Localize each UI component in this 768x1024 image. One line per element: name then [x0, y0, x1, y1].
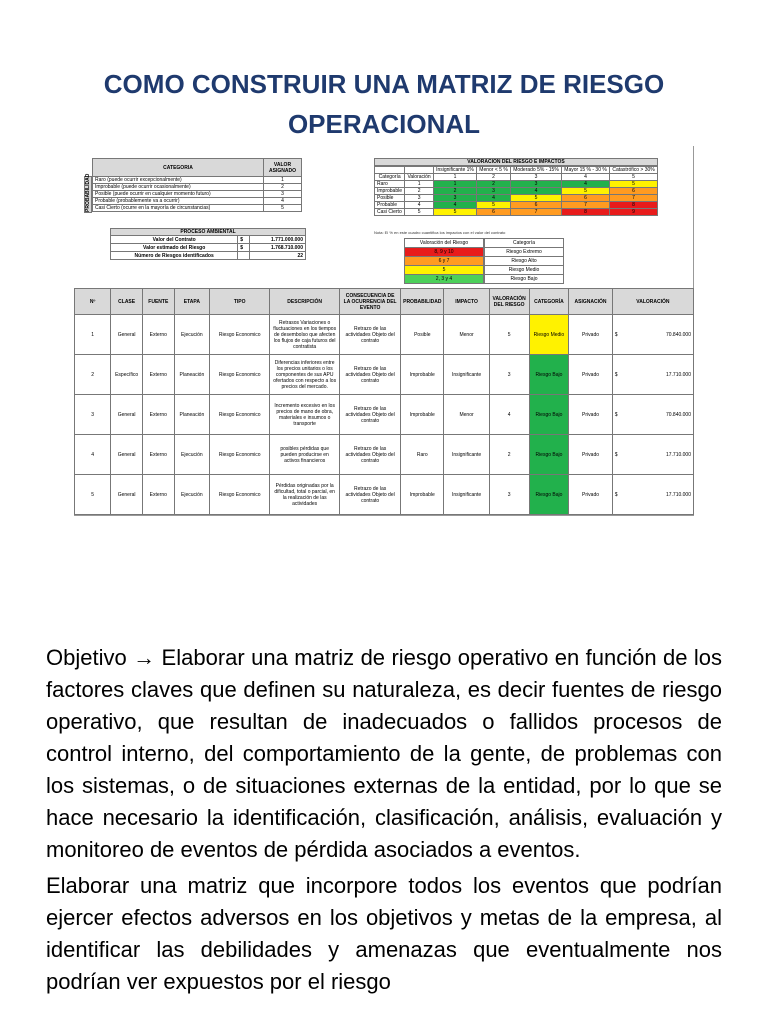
event-risk-value: 4 — [489, 395, 529, 435]
valuation-cell: 1 — [433, 181, 476, 188]
objective-label: Objetivo — [46, 645, 127, 670]
event-assignment: Privado — [569, 395, 613, 435]
valuation-row — [375, 195, 658, 202]
event-number: 5 — [75, 475, 111, 515]
process-currency — [238, 252, 250, 260]
event-class: General — [111, 435, 143, 475]
event-category: Riesgo Bajo — [529, 475, 569, 515]
event-assignment: Privado — [569, 435, 613, 475]
valuation-cell: 6 — [477, 209, 511, 216]
valuation-cell: 4 — [477, 195, 511, 202]
event-risk-value: 2 — [489, 435, 529, 475]
legend-row — [485, 275, 564, 284]
event-impact: Insignificante — [444, 355, 489, 395]
valuation-col-label: Valoración — [405, 174, 434, 181]
event-valuation — [612, 395, 693, 435]
valuation-category: Posible — [375, 195, 405, 202]
category-label: Probable (probablemente va a ocurrir) — [93, 198, 264, 205]
valuation-cell: 4 — [562, 181, 610, 188]
legend-ranges — [404, 238, 484, 284]
legend-row — [405, 257, 484, 266]
legend-row — [485, 248, 564, 257]
category-label: Posible (puede ocurrir en cualquier momento futuro) — [93, 191, 264, 198]
events-header: PROBABILIDAD — [401, 289, 444, 315]
valuation-cell: 7 — [510, 209, 561, 216]
event-description: posibles pérdidas que pueden producirse en activos financieros — [270, 435, 340, 475]
event-number: 1 — [75, 315, 111, 355]
page-title: COMO CONSTRUIR UNA MATRIZ DE RIESGO OPERACIONAL — [103, 69, 665, 139]
event-consequence: Retrazo de las actividades Objeto del contrato — [340, 355, 401, 395]
process-label: Número de Riesgos identificados — [111, 252, 238, 260]
objective-paragraph — [46, 642, 722, 866]
impact-header: Mayor 15 % - 30 % — [562, 167, 610, 174]
event-number: 4 — [75, 435, 111, 475]
event-source: Externo — [143, 475, 175, 515]
category-value: 3 — [264, 191, 302, 198]
event-probability: Improbable — [401, 395, 444, 435]
legend-header: Categoría — [485, 239, 564, 248]
event-category: Riesgo Bajo — [529, 355, 569, 395]
event-row — [75, 475, 694, 515]
category-value: 4 — [264, 198, 302, 205]
legend-header-row — [405, 239, 484, 248]
objective-text: Elaborar una matriz de riesgo operativo en función de los factores claves que definen su naturaleza, es decir fuentes de riesgo operativo, que resultan de inadecuados o fallidos procesos de control interno, del comportamiento de la gente, de problemas con los sistemas, o de situaciones externas de la entidad, por lo que se hace necesario la identificación, clasificación, análisis, evaluación y monitoreo de eventos de pérdida asociados a eventos. — [46, 645, 722, 862]
legend-header: Valoración del Riesgo — [405, 239, 484, 248]
category-value: 1 — [264, 177, 302, 184]
value-header: VALOR ASIGNADO — [264, 159, 302, 177]
valuation-value: 3 — [405, 195, 434, 202]
category-label: Raro (puede ocurrir excepcionalmente) — [93, 177, 264, 184]
event-impact: Menor — [444, 315, 489, 355]
events-table — [74, 288, 694, 515]
events-header: IMPACTO — [444, 289, 489, 315]
event-stage: Planeación — [174, 355, 210, 395]
event-source: Externo — [143, 315, 175, 355]
valuation-col-label: 3 — [510, 174, 561, 181]
valuation-cell: 3 — [510, 181, 561, 188]
legend-category: Riesgo Bajo — [485, 275, 564, 284]
event-probability: Posible — [401, 315, 444, 355]
event-consequence: Retrazo de las actividades Objeto del contrato — [340, 435, 401, 475]
event-row — [75, 435, 694, 475]
event-row — [75, 395, 694, 435]
legend-category: Riesgo Alto — [485, 257, 564, 266]
valuation-value: 4 — [405, 202, 434, 209]
valuation-cell: 9 — [610, 209, 658, 216]
legend-range: 5 — [405, 266, 484, 275]
event-type: Riesgo Economico — [210, 355, 270, 395]
events-header: CONSECUENCIA DE LA OCURRENCIA DEL EVENTO — [340, 289, 401, 315]
category-table — [92, 158, 302, 212]
event-description: Diferencias inferiores entre los precios unitarios o los componentes de sus APU ofertados con respecto a los precios del mercado. — [270, 355, 340, 395]
events-header: CLASE — [111, 289, 143, 315]
event-number: 3 — [75, 395, 111, 435]
valuation-category: Raro — [375, 181, 405, 188]
valuation-cell: 5 — [610, 181, 658, 188]
blank-cell — [405, 167, 434, 174]
process-header: PROCESO AMBIENTAL — [111, 229, 306, 236]
valuation-cell: 2 — [433, 188, 476, 195]
legend-range: 2, 3 y 4 — [405, 275, 484, 284]
legend-row — [485, 257, 564, 266]
event-description: Retrasos Variaciones o fluctuaciones en los tiempos de desembolso que afecten los flujos de caja futuros del contratista — [270, 315, 340, 355]
valuation-cell: 3 — [477, 188, 511, 195]
valuation-row — [375, 181, 658, 188]
event-currency: $ — [614, 331, 618, 338]
event-currency: $ — [614, 491, 618, 498]
event-source: Externo — [143, 435, 175, 475]
legend-row — [485, 266, 564, 275]
valuation-category: Probable — [375, 202, 405, 209]
valuation-cell: 5 — [510, 195, 561, 202]
valuation-col-label: Categoría — [375, 174, 405, 181]
legend-category: Riesgo Medio — [485, 266, 564, 275]
process-currency: $ — [238, 244, 250, 252]
event-amount: 17.710.000 — [665, 371, 691, 378]
valuation-cell: 6 — [510, 202, 561, 209]
event-source: Externo — [143, 355, 175, 395]
event-amount: 17.710.000 — [665, 491, 691, 498]
event-class: General — [111, 475, 143, 515]
impact-header-row — [375, 167, 658, 174]
valuation-cell: 8 — [610, 202, 658, 209]
event-class: Específico — [111, 355, 143, 395]
event-valuation — [612, 475, 693, 515]
event-row — [75, 355, 694, 395]
events-header: FUENTE — [143, 289, 175, 315]
valuation-value: 5 — [405, 209, 434, 216]
valuation-cell: 5 — [477, 202, 511, 209]
valuation-value: 1 — [405, 181, 434, 188]
event-category: Riesgo Medio — [529, 315, 569, 355]
process-label: Valor del Contrato — [111, 236, 238, 244]
event-stage: Ejecución — [174, 475, 210, 515]
valuation-col-label: 4 — [562, 174, 610, 181]
process-currency: $ — [238, 236, 250, 244]
event-amount: 17.710.000 — [665, 451, 691, 458]
valuation-row — [375, 188, 658, 195]
event-amount: 70.840.000 — [665, 331, 691, 338]
category-value: 2 — [264, 184, 302, 191]
valuation-value: 2 — [405, 188, 434, 195]
category-row — [93, 184, 302, 191]
event-source: Externo — [143, 395, 175, 435]
legend-row — [405, 248, 484, 257]
legend-categories — [484, 238, 564, 284]
valuation-table — [374, 166, 658, 216]
events-header: VALORACIÓN DEL RIESGO — [489, 289, 529, 315]
valuation-col-label: 5 — [610, 174, 658, 181]
valuation-row — [375, 209, 658, 216]
event-number: 2 — [75, 355, 111, 395]
process-row — [111, 244, 306, 252]
event-description: Incremento excesivo en los precios de mano de obra, materiales e insumos o transporte — [270, 395, 340, 435]
valuation-title: VALORACION DEL RIESGO E IMPACTOS — [374, 158, 658, 166]
valuation-cell: 3 — [433, 195, 476, 202]
arrow-right-icon: → — [133, 645, 156, 670]
event-impact: Insignificante — [444, 435, 489, 475]
event-type: Riesgo Economico — [210, 435, 270, 475]
event-risk-value: 5 — [489, 315, 529, 355]
valuation-col-label: 1 — [433, 174, 476, 181]
event-stage: Planeación — [174, 395, 210, 435]
event-consequence: Retrazo de las actividades Objeto del contrato — [340, 315, 401, 355]
valuation-cell: 7 — [562, 202, 610, 209]
valuation-cell: 2 — [477, 181, 511, 188]
category-row — [93, 198, 302, 205]
category-header: CATEGORIA — [93, 159, 264, 177]
legend-row — [405, 275, 484, 284]
event-assignment: Privado — [569, 355, 613, 395]
events-header: Nº — [75, 289, 111, 315]
valuation-cell: 6 — [610, 188, 658, 195]
events-header: DESCRIPCIÓN — [270, 289, 340, 315]
event-probability: Raro — [401, 435, 444, 475]
category-label: Casi Cierto (ocurre en la mayoría de circunstancias) — [93, 205, 264, 212]
valuation-cell: 8 — [562, 209, 610, 216]
events-header: CATEGORÍA — [529, 289, 569, 315]
event-type: Riesgo Economico — [210, 475, 270, 515]
valuation-cell: 5 — [562, 188, 610, 195]
valuation-label-row — [375, 174, 658, 181]
valuation-category: Improbable — [375, 188, 405, 195]
valuation-cell: 7 — [610, 195, 658, 202]
legend-row — [405, 266, 484, 275]
valuation-col-label: 2 — [477, 174, 511, 181]
category-row — [93, 177, 302, 184]
event-valuation — [612, 315, 693, 355]
category-row — [93, 191, 302, 198]
legend-category: Riesgo Extremo — [485, 248, 564, 257]
second-paragraph: Elaborar una matriz que incorpore todos los eventos que podrían ejercer efectos adversos en los objetivos y metas de la empresa, al identificar las debilidades y amenazas que eventualmente nos podrían ver expuestos por el riesgo — [46, 873, 722, 994]
event-description: Pérdidas originadas por la dificultad, total o parcial, en la realización de las actividades — [270, 475, 340, 515]
valuation-note: Nota: El % en este cuadro cuantifica los impactos con el valor del contrato — [374, 230, 506, 235]
event-currency: $ — [614, 451, 618, 458]
event-risk-value: 3 — [489, 355, 529, 395]
event-category: Riesgo Bajo — [529, 395, 569, 435]
impact-header: Catastrófico > 30% — [610, 167, 658, 174]
event-valuation — [612, 435, 693, 475]
category-row — [93, 205, 302, 212]
valuation-category: Casi Cierto — [375, 209, 405, 216]
process-table — [110, 228, 306, 260]
probability-vertical-label: PROBABILIDAD — [85, 173, 91, 212]
legend-range: 8, 9 y 10 — [405, 248, 484, 257]
event-currency: $ — [614, 371, 618, 378]
process-row — [111, 252, 306, 260]
valuation-cell: 6 — [562, 195, 610, 202]
event-assignment: Privado — [569, 475, 613, 515]
events-header: ASIGNACIÓN — [569, 289, 613, 315]
process-amount: 22 — [250, 252, 306, 260]
event-risk-value: 3 — [489, 475, 529, 515]
event-valuation — [612, 355, 693, 395]
event-amount: 70.840.000 — [665, 411, 691, 418]
event-stage: Ejecución — [174, 435, 210, 475]
event-impact: Insignificante — [444, 475, 489, 515]
event-assignment: Privado — [569, 315, 613, 355]
event-probability: Improbable — [401, 475, 444, 515]
blank-cell — [375, 167, 405, 174]
process-label: Valor estimado del Riesgo — [111, 244, 238, 252]
body-text — [46, 642, 722, 1002]
valuation-cell: 4 — [510, 188, 561, 195]
event-class: General — [111, 395, 143, 435]
event-consequence: Retrazo de las actividades Objeto del contrato — [340, 475, 401, 515]
event-currency: $ — [614, 411, 618, 418]
legend-range: 6 y 7 — [405, 257, 484, 266]
event-type: Riesgo Economico — [210, 395, 270, 435]
process-amount: 1.768.710.000 — [250, 244, 306, 252]
process-amount: 1.771.000.000 — [250, 236, 306, 244]
valuation-cell: 5 — [433, 209, 476, 216]
impact-header: Insignificante 1% — [433, 167, 476, 174]
event-category: Riesgo Bajo — [529, 435, 569, 475]
event-class: General — [111, 315, 143, 355]
impact-header: Moderado 5% - 15% — [510, 167, 561, 174]
event-type: Riesgo Economico — [210, 315, 270, 355]
risk-matrix-image — [74, 146, 694, 516]
event-probability: Improbable — [401, 355, 444, 395]
legend-header-row — [485, 239, 564, 248]
event-stage: Ejecución — [174, 315, 210, 355]
events-header: ETAPA — [174, 289, 210, 315]
events-header: TIPO — [210, 289, 270, 315]
category-value: 5 — [264, 205, 302, 212]
category-label: Improbable (puede ocurrir ocasionalmente) — [93, 184, 264, 191]
valuation-cell: 4 — [433, 202, 476, 209]
events-header: VALORACIÓN — [612, 289, 693, 315]
impact-header: Menor < 5 % — [477, 167, 511, 174]
event-row — [75, 315, 694, 355]
valuation-row — [375, 202, 658, 209]
event-consequence: Retrazo de las actividades Objeto del contrato — [340, 395, 401, 435]
event-impact: Menor — [444, 395, 489, 435]
process-row — [111, 236, 306, 244]
